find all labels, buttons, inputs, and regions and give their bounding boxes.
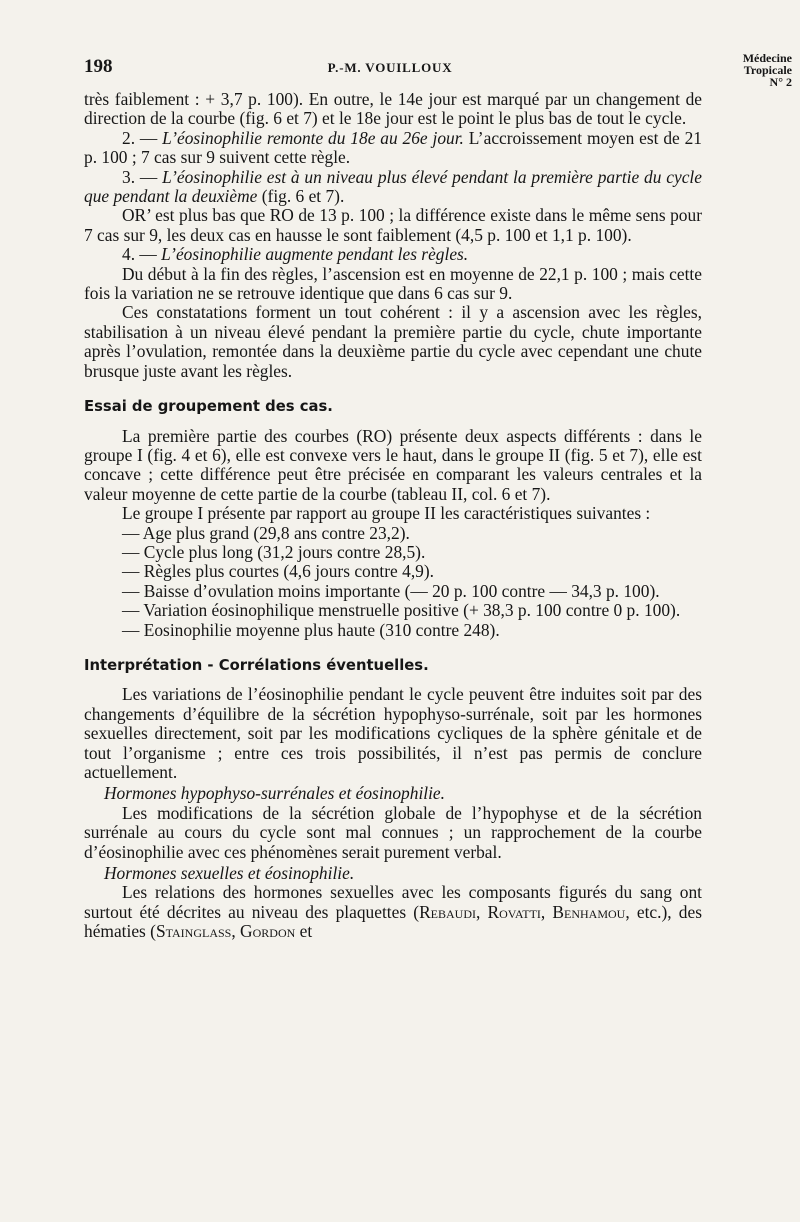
subheading: Hormones hypophyso-surrénales et éosinophilie. <box>104 783 446 804</box>
author-name: Rebaudi <box>419 901 476 922</box>
paragraph: La première partie des courbes (RO) présente deux aspects différents : dans le groupe I (fig. 4 et 6), elle est convexe vers le haut, dans le groupe II (fig. 5 et 7), elle est concave ; cette différence peut être précisée en comparant les valeurs centrales et la valeur moyenne de cette partie de la courbe (tableau II, col. 6 et 7). <box>84 425 702 504</box>
characteristics-list <box>84 524 702 640</box>
author-name: Stainglass <box>155 921 232 942</box>
item-number: 4. — <box>122 244 157 265</box>
paragraph: Le groupe I présente par rapport au groupe II les caractéristiques suivantes : <box>122 503 651 524</box>
section-heading: Interprétation - Corrélations éventuelles. <box>84 656 429 674</box>
list-item: — Cycle plus long (31,2 jours contre 28,5). <box>122 541 426 562</box>
separator: , <box>231 921 241 942</box>
journal-name: Médecine <box>742 51 792 65</box>
list-item: — Règles plus courtes (4,6 jours contre 4,9). <box>122 561 435 582</box>
paragraph <box>84 245 702 264</box>
item-number: 3. — <box>122 166 158 187</box>
paragraph-text: (fig. 6 et 7). <box>261 186 345 207</box>
paragraph: très faiblement : + 3,7 p. 100). En outre, le 14e jour est marqué par un changement de direction de la courbe (fig. 6 et 7) et le 18e jour est le point le plus bas de tout le cycle. <box>84 89 702 129</box>
paragraph: OR’ est plus bas que RO de 13 p. 100 ; la différence existe dans le même sens pour 7 cas sur 9, les deux cas en hausse le sont faiblement (4,5 p. 100 et 1,1 p. 100). <box>84 205 702 245</box>
author-name: Gordon <box>240 921 296 942</box>
author-name: Benhamou <box>552 901 626 922</box>
paragraph: Les variations de l’éosinophilie pendant le cycle peuvent être induites soit par des changements d’équilibre de la sécrétion hypophyso-surrénale, soit par les hormones sexuelles directement, soit par les modifications cycliques de la sphère génitale et de tout l’organisme ; entre ces trois possibilités, il n’est pas permis de conclure actuellement. <box>84 684 702 782</box>
paragraph-text: Les relations des hormones sexuelles avec les composants figurés du sang ont surtout été décrites au niveau des plaquettes ( <box>84 882 702 922</box>
list-item: — Eosinophilie moyenne plus haute (310 contre 248). <box>122 619 500 640</box>
list-item: — Variation éosinophilique menstruelle positive (+ 38,3 p. 100 contre 0 p. 100). <box>122 600 681 621</box>
list-item: — Baisse d’ovulation moins importante (— 20 p. 100 contre — 34,3 p. 100). <box>122 580 660 601</box>
paragraph: Du début à la fin des règles, l’ascension est en moyenne de 22,1 p. 100 ; mais cette fois la variation ne se retrouve identique que dans 6 cas sur 9. <box>84 263 702 304</box>
author-name: Rovatti <box>487 901 541 922</box>
paragraph: Ces constatations forment un tout cohérent : il y a ascension avec les règles, stabilisation à un niveau élevé pendant la première partie du cycle, chute importante après l’ovulation, remontée dans la deuxième partie du cycle avec cependant une chute brusque juste avant les règles. <box>84 302 702 381</box>
journal-tag <box>722 52 792 88</box>
paragraph-text: , etc.), des hématies ( <box>84 901 702 942</box>
running-title: P.-M. VOUILLOUX <box>327 60 453 75</box>
page-number: 198 <box>84 56 113 77</box>
list-item: — Age plus grand (29,8 ans contre 23,2). <box>122 522 410 543</box>
item-title: L’éosinophilie remonte du 18e au 26e jour. <box>162 127 464 148</box>
paragraph: Les modifications de la sécrétion globale de l’hypophyse et de la sécrétion surrénale au cours du cycle sont mal connues ; un rapprochement de la courbe d’éosinophilie avec ces phénomènes serait purement verbal. <box>84 802 702 862</box>
item-title: L’éosinophilie est à un niveau plus élevé pendant la première partie du cycle que pendant la deuxième <box>84 166 702 207</box>
section-heading: Essai de groupement des cas. <box>84 398 333 416</box>
paragraph <box>84 129 702 168</box>
paragraph <box>84 168 702 207</box>
separator: , <box>540 901 553 922</box>
item-title: L’éosinophilie augmente pendant les règles. <box>161 244 469 265</box>
page-header <box>0 52 800 92</box>
journal-issue: N° 2 <box>769 75 792 89</box>
journal-sub: Tropicale <box>743 63 792 77</box>
paragraph-text: et <box>295 921 313 942</box>
article-body <box>84 90 702 942</box>
separator: , <box>476 901 488 922</box>
paragraph-text: L’accroissement moyen est de 21 p. 100 ; 7 cas sur 9 suivent cette règle. <box>84 127 702 168</box>
paragraph <box>84 883 702 941</box>
subheading: Hormones sexuelles et éosinophilie. <box>104 863 355 884</box>
item-number: 2. — <box>122 127 158 148</box>
